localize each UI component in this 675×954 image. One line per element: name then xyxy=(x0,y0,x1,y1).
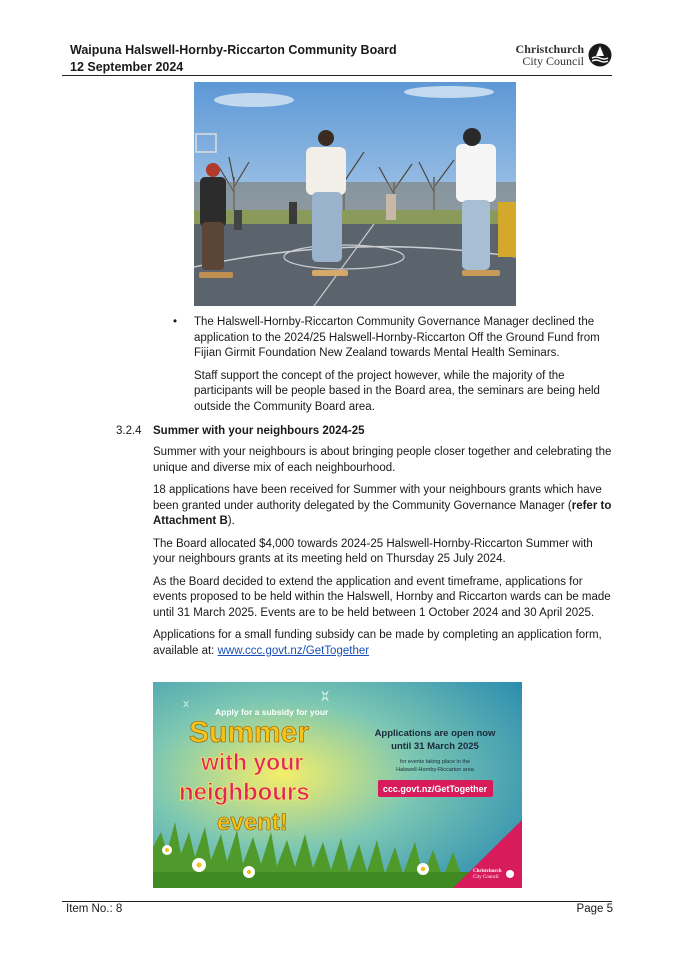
banner-logo-line2: City Council xyxy=(473,875,499,880)
bullet-paragraph-1: The Halswell-Hornby-Riccarton Community Governance Manager declined the application to the 2024/25 Halswell-Hornby-Riccarton Off the Ground Fund from Fijian Girmit Foundation New Zealand towards Mental Health Seminars. xyxy=(194,316,600,359)
council-logo xyxy=(507,42,612,70)
banner-with-your: with your xyxy=(201,749,304,775)
page-number: Page 5 xyxy=(576,903,613,915)
footer-divider xyxy=(62,901,612,902)
header-divider xyxy=(62,75,612,76)
banner-url: ccc.govt.nz/GetTogether xyxy=(382,784,488,794)
banner-small-line1: for events taking place in the xyxy=(399,759,471,765)
section-paragraph-3: The Board allocated $4,000 towards 2024-25 Halswell-Hornby-Riccarton Summer with your neighbours grants at its meeting held on Thursday 25 July 2024. xyxy=(153,537,593,565)
section-paragraph-1: Summer with your neighbours is about bringing people closer together and celebrating the unique and diverse mix of each neighbourhood. xyxy=(153,446,612,474)
section-title: Summer with your neighbours 2024-25 xyxy=(153,425,365,437)
banner-event: event! xyxy=(217,809,288,836)
banner-small-line2: Halswell-Hornby-Riccarton area xyxy=(396,767,474,773)
meeting-date: 12 September 2024 xyxy=(70,60,184,74)
section-paragraph-5 xyxy=(153,628,613,659)
banner-summer: Summer xyxy=(189,716,310,749)
banner-neighbours: neighbours xyxy=(179,779,310,806)
board-title: Waipuna Halswell-Hornby-Riccarton Community Board xyxy=(70,43,397,57)
section-paragraph-2 xyxy=(153,483,613,530)
bullet-marker: • xyxy=(173,316,178,328)
section-body xyxy=(153,445,613,666)
logo-text-line2: City Council xyxy=(522,54,584,68)
banner-kicker: Apply for a subsidy for your xyxy=(215,707,329,717)
skateboarding-photo xyxy=(194,82,516,306)
get-together-link[interactable]: www.ccc.govt.nz/GetTogether xyxy=(217,644,370,657)
council-emblem-icon xyxy=(588,43,612,67)
paragraph-2-text: 18 applications have been received for Summer with your neighbours grants which have been granted under authority delegated by the Community Governance Manager ( xyxy=(153,484,602,512)
banner-logo-line1: Christchurch xyxy=(473,869,502,874)
paragraph-5-text: Applications for a small funding subsidy can be made by completing an application form, available at: xyxy=(153,629,602,657)
banner-emblem-icon xyxy=(506,870,514,878)
item-number: Item No.: 8 xyxy=(66,903,123,915)
paragraph-2-closing: ). xyxy=(227,515,235,527)
bullet-paragraph-2: Staff support the concept of the project however, while the majority of the participants will be people based in the Board area, the seminars are being held outside the Community Board area. xyxy=(194,369,600,413)
banner-open-line2: until 31 March 2025 xyxy=(391,741,479,752)
section-paragraph-4: As the Board decided to extend the application and event timeframe, applications for events proposed to be held within the Halswell, Hornby and Riccarton wards can be made until 31 March 2025. Events are to be held between 1 October 2024 and 30 April 2025. xyxy=(153,575,611,619)
page-header xyxy=(70,42,612,76)
summer-promo-banner xyxy=(153,682,522,888)
banner-open-line1: Applications are open now xyxy=(374,728,496,739)
logo-text-line1: Christchurch xyxy=(515,42,584,56)
attachment-reference: refer to Attachment B xyxy=(153,499,612,527)
section-number: 3.2.4 xyxy=(116,425,142,437)
bullet-item xyxy=(194,315,614,422)
